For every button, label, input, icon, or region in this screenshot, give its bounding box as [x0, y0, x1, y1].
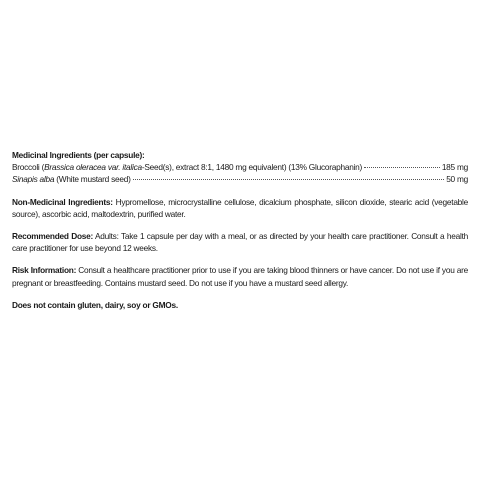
- ingredient-latin-name: Brassica oleracea var. italica: [44, 162, 142, 173]
- dot-leader: [133, 179, 445, 180]
- ingredient-name: [12, 161, 362, 173]
- ingredient-prefix: Broccoli (: [12, 162, 45, 173]
- ingredient-row-mustard: [12, 173, 468, 185]
- supplement-label: [12, 149, 468, 311]
- risk-information-text: Consult a healthcare practitioner prior to use if you are taking blood thinners or have cancer. Do not use if you are pregnant or breastfeeding. Contains mustard seed. Do not use if you have a mustard seed allergy.: [12, 265, 468, 288]
- ingredient-latin-name: Sinapis alba: [12, 174, 55, 185]
- ingredient-row-broccoli: [12, 161, 468, 173]
- ingredient-description: -Seed(s), extract 8:1, 1480 mg equivalent) (13% Glucoraphanin): [141, 162, 363, 173]
- ingredient-amount: 185 mg: [441, 162, 468, 173]
- allergen-statement: Does not contain gluten, dairy, soy or GMOs.: [12, 299, 178, 310]
- ingredient-name: [12, 173, 131, 185]
- recommended-dose-label: Recommended Dose:: [12, 231, 93, 242]
- non-medicinal-label: Non-Medicinal Ingredients:: [12, 196, 113, 207]
- dot-leader: [364, 167, 440, 168]
- non-medicinal-text: Hypromellose, microcrystalline cellulose, dicalcium phosphate, silicon dioxide, stearic acid (vegetable source), ascorbic acid, maltodextrin, purified water.: [12, 196, 469, 219]
- risk-information-section: [12, 264, 468, 288]
- ingredient-description: (White mustard seed): [54, 174, 131, 185]
- non-medicinal-ingredients-section: [12, 196, 468, 220]
- medicinal-ingredients-section: [12, 149, 468, 186]
- medicinal-ingredients-heading: Medicinal Ingredients (per capsule):: [12, 150, 145, 160]
- recommended-dose-text: Adults: Take 1 capsule per day with a meal, or as directed by your health care practitioner. Consult a health care practitioner for use beyond 12 weeks.: [12, 231, 468, 254]
- risk-information-label: Risk Information:: [12, 265, 77, 276]
- recommended-dose-section: [12, 230, 468, 254]
- ingredient-amount: 50 mg: [446, 174, 468, 185]
